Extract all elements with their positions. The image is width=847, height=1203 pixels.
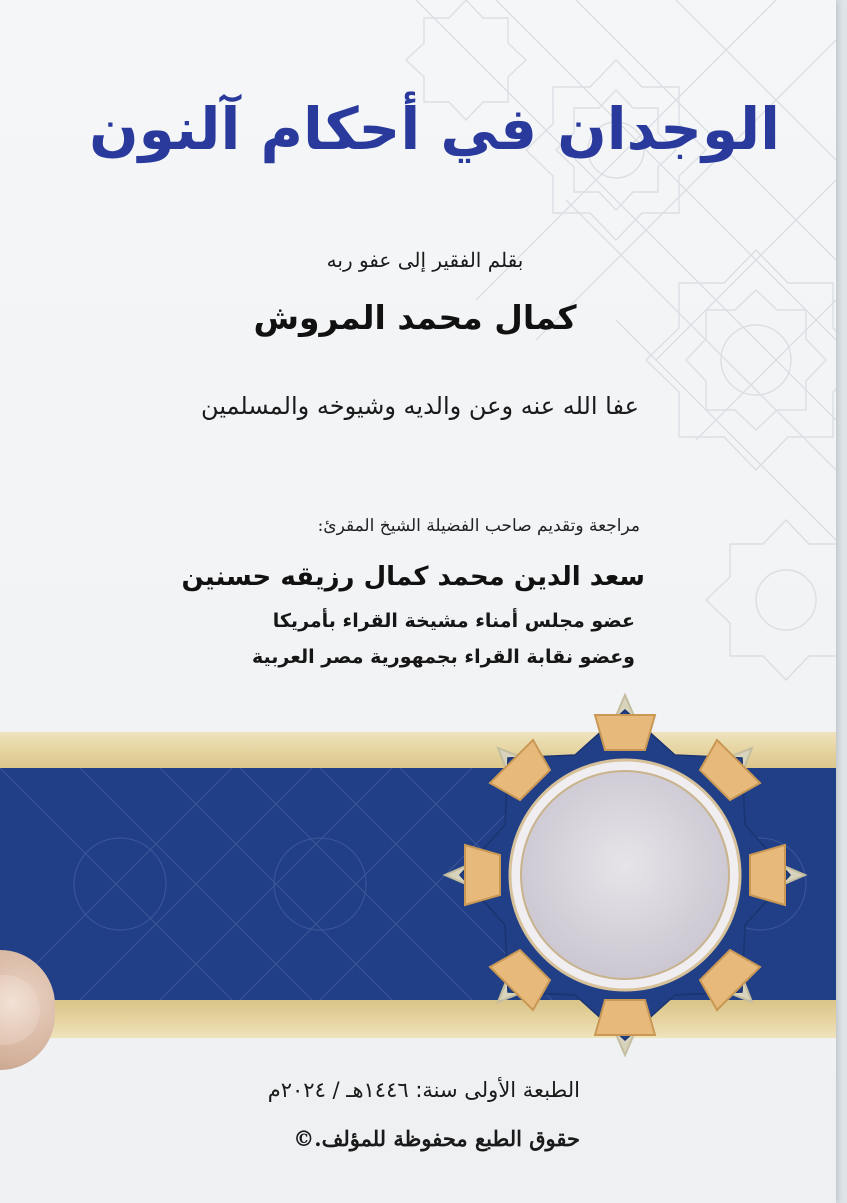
book-title: الوجدان في أحكام آلنون [89, 95, 780, 163]
copyright-notice: حقوق الطبع محفوظة للمؤلف.© [293, 1126, 580, 1151]
reviewer-role-2: وعضو نقابة القراء بجمهورية مصر العربية [252, 646, 635, 668]
review-label: مراجعة وتقديم صاحب الفضيلة الشيخ المقرئ: [317, 516, 640, 536]
edition-info: الطبعة الأولى سنة: ١٤٤٦هـ / ٢٠٢٤م [267, 1078, 580, 1102]
star-medallion [440, 690, 810, 1060]
author-prayer: عفا الله عنه وعن والديه وشيوخه والمسلمين [201, 392, 639, 420]
reviewer-role-1: عضو مجلس أمناء مشيخة القراء بأمريكا [272, 610, 635, 632]
reviewer-name: سعد الدين محمد كمال رزيقه حسنين [181, 562, 645, 592]
author-byline: بقلم الفقير إلى عفو ربه [326, 248, 524, 272]
author-name: كمال محمد المروش [253, 298, 577, 337]
